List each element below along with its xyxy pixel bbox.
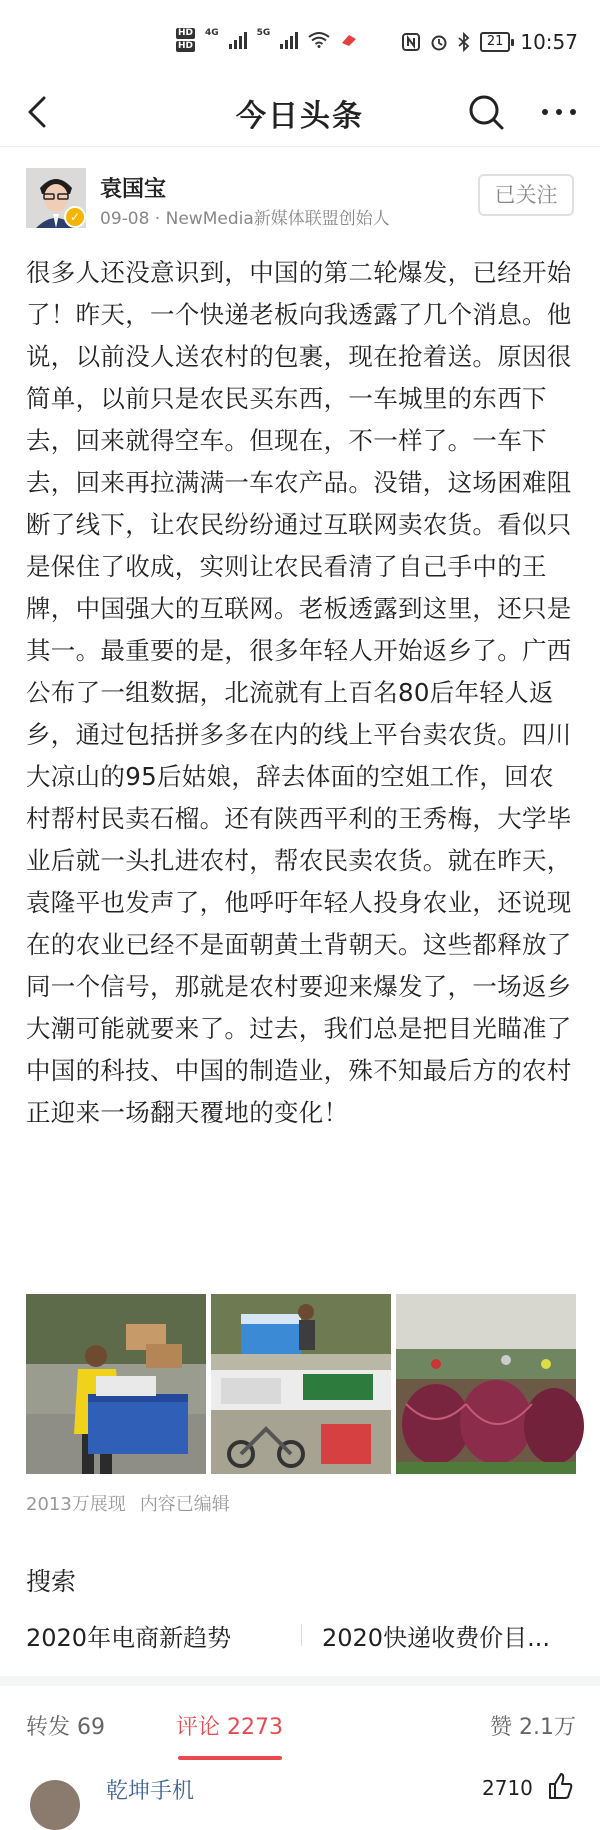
status-left bbox=[176, 28, 358, 52]
wifi-icon bbox=[308, 32, 330, 48]
tab-share[interactable]: 转发 69 bbox=[26, 1715, 105, 1740]
back-icon[interactable] bbox=[20, 92, 60, 132]
network-type-2: 5G bbox=[256, 28, 271, 38]
search-icon[interactable] bbox=[464, 90, 508, 134]
photo-grid bbox=[26, 1294, 576, 1474]
nfc-icon bbox=[402, 33, 420, 51]
status-bar bbox=[0, 0, 600, 80]
more-icon[interactable] bbox=[534, 90, 584, 134]
commenter-name[interactable]: 乾坤手机 bbox=[106, 1779, 195, 1804]
nav-bar bbox=[0, 80, 600, 146]
search-suggestion[interactable]: 2020年电商新趋势 bbox=[26, 1624, 232, 1652]
signal-icon-2 bbox=[280, 31, 298, 49]
photo-delivery-station[interactable] bbox=[211, 1294, 391, 1474]
clock: 10:57 bbox=[520, 30, 578, 54]
hd-badge-2: HD bbox=[178, 41, 194, 51]
hd-icons bbox=[176, 28, 195, 52]
comment-like-count: 2710 bbox=[482, 1776, 533, 1800]
edited-label: 内容已编辑 bbox=[139, 1494, 230, 1515]
alarm-icon bbox=[430, 33, 448, 51]
notification-icon bbox=[340, 33, 358, 47]
photo-onion-field[interactable] bbox=[396, 1294, 576, 1474]
view-count: 2013万展现 bbox=[26, 1494, 126, 1515]
author-meta: 09-08 · NewMedia新媒体联盟创始人 bbox=[100, 209, 390, 229]
active-tab-indicator bbox=[178, 1756, 282, 1760]
interaction-tabs bbox=[0, 1686, 600, 1764]
battery-icon: 21 bbox=[480, 32, 511, 52]
follow-button[interactable]: 已关注 bbox=[478, 174, 574, 216]
signal-icon-1 bbox=[229, 31, 247, 49]
bluetooth-icon bbox=[458, 33, 470, 51]
author-name[interactable]: 袁国宝 bbox=[100, 177, 167, 202]
section-divider bbox=[0, 1676, 600, 1686]
hd-badge-1: HD bbox=[178, 28, 194, 38]
tab-like[interactable]: 赞 2.1万 bbox=[490, 1715, 576, 1740]
comment-preview bbox=[0, 1766, 600, 1804]
commenter-avatar[interactable] bbox=[30, 1780, 80, 1830]
verified-badge-icon: ✓ bbox=[64, 206, 86, 228]
photo-courier[interactable] bbox=[26, 1294, 206, 1474]
network-type-1: 4G bbox=[205, 28, 219, 38]
article-body: 很多人还没意识到，中国的第二轮爆发，已经开始了！昨天，一个快递老板向我透露了几个消息。他说，以前没人送农村的包裹，现在抢着送。原因很简单，以前只是农民买东西，一车城里的东西下去，回来就得空车。但现在，不一样了。一车下去，回来再拉满满一车农产品。没错，这场困难阻断了线下，让农民纷纷通过互联网卖农货。看似只是保住了收成，实则让农民看清了自己手中的王牌，中国强大的互联网。老板透露到这里，还只是其一。最重要的是，很多年轻人开始返乡了。广西公布了一组数据，北流就有上百名80后年轻人返乡，通过包括拼多多在内的线上平台卖农货。四川大凉山的95后姑娘，辞去体面的空姐工作，回农村帮村民卖石榴。还有陕西平利的王秀梅，大学毕业后就一头扎进农村，帮农民卖农货。就在昨天，袁隆平也发声了，他呼吁年轻人投身农业，还说现在的农业已经不是面朝黄土背朝天。这些都释放了同一个信号，那就是农村要迎来爆发了，一场返乡大潮可能就要来了。过去，我们总是把目光瞄准了中国的科技、中国的制造业，殊不知最后方的农村正迎来一场翻天覆地的变化！ bbox=[26, 258, 572, 1127]
status-right bbox=[402, 30, 578, 54]
search-section-title: 搜索 bbox=[26, 1567, 77, 1596]
search-suggestion[interactable]: 2020快递收费价目... bbox=[322, 1624, 550, 1652]
nav-divider bbox=[0, 146, 600, 147]
article-stats bbox=[26, 1490, 230, 1516]
thumbs-up-icon[interactable] bbox=[546, 1772, 574, 1800]
page-title: 今日头条 bbox=[236, 99, 364, 134]
suggestion-divider bbox=[301, 1624, 302, 1646]
tab-comment[interactable]: 评论 2273 bbox=[176, 1715, 283, 1740]
